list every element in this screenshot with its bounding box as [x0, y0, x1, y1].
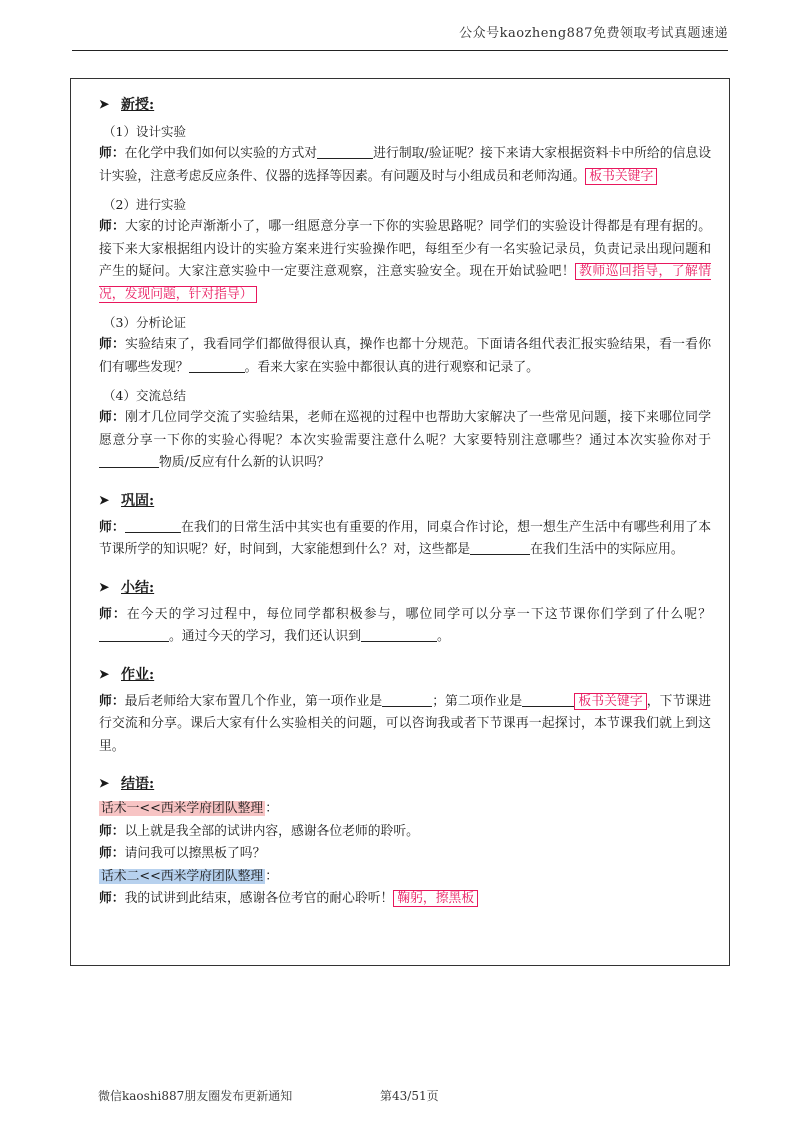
paragraph-text: 在我们生活中的实际应用。: [530, 542, 684, 557]
lesson-content: [99, 89, 711, 911]
fill-blank: [99, 453, 159, 468]
section-title: 结语:: [121, 776, 155, 792]
section-xiaojie-heading: [99, 576, 711, 598]
paragraph-text: 我的试讲到此结束，感谢各位考官的耐心聆听！: [124, 891, 394, 906]
fill-blank: [382, 692, 432, 707]
speaker-label: 师：: [99, 606, 127, 622]
speaker-label: 师：: [99, 846, 125, 861]
teacher-note: 板书关键字: [574, 693, 646, 710]
paragraph-text: 以上就是我全部的试讲内容，感谢各位老师的聆听。: [124, 823, 419, 839]
paragraph-text: 在今天的学习过程中，每位同学都积极参与，哪位同学可以分享一下这节课你们学到了什么呢？: [126, 606, 712, 622]
section-title: 新授:: [121, 97, 155, 113]
footer-notice: 微信kaoshi887朋友圈发布更新通知: [98, 1089, 293, 1103]
section-zuoye-heading: [99, 663, 711, 685]
fill-blank: [99, 627, 169, 642]
paragraph-text: 在我们的日常生活中其实也有重要的作用，同桌合作讨论，想一想生产生活中有哪些利用了本节课所学的知识呢？好，时间到，大家能想到什么？对，这些都是: [99, 519, 712, 557]
speaker-label: 师：: [99, 891, 125, 906]
section-paragraph: [99, 691, 711, 759]
speaker-label: 师：: [99, 410, 126, 425]
closing-line: [99, 843, 711, 866]
section-title: 小结:: [121, 579, 155, 596]
section-paragraph: [99, 517, 711, 562]
paragraph-text: 物质/反应有什么新的认识吗？: [159, 455, 330, 470]
teacher-note: 教师巡回指导，了解情况，发现问题，针对指导）: [99, 264, 712, 302]
fill-blank: [470, 540, 530, 555]
arrow-bullet-icon: ➤: [99, 492, 110, 507]
step-paragraph: [99, 143, 711, 188]
paragraph-text: 请问我可以擦黑板了吗？: [124, 846, 266, 861]
paragraph-text: 实验结束了，我看同学们都做得很认真，操作也都十分规范。下面请各组代表汇报实验结果，看一看你们有哪些发现？: [99, 337, 712, 375]
paragraph-text: ，下节课进行交流和分享。课后大家有什么实验相关的问题，可以咨询我或者下节课再一起探讨，本节课我们就上到这里。: [99, 693, 712, 754]
step-paragraph: [99, 216, 711, 306]
section-paragraph: [99, 604, 711, 649]
arrow-bullet-icon: ➤: [99, 666, 110, 681]
step-title: （3）分析论证: [103, 315, 186, 330]
script-label-two: [99, 866, 711, 889]
section-title: 作业:: [121, 666, 155, 683]
step-title: （4）交流总结: [103, 388, 186, 403]
arrow-bullet-icon: ➤: [99, 97, 110, 111]
header-divider: [72, 50, 728, 51]
paragraph-text: 最后老师给大家布置几个作业，第一项作业是: [124, 693, 383, 709]
speaker-label: 师：: [99, 823, 125, 839]
fill-blank: [189, 358, 245, 373]
paragraph-text: 。看来大家在实验中都很认真的进行观察和记录了。: [244, 359, 539, 375]
step-paragraph: [99, 334, 711, 379]
fill-blank: [317, 144, 373, 159]
step-title: （1）设计实验: [103, 124, 186, 139]
closing-line: [99, 821, 711, 844]
paragraph-text: 在化学中我们如何以实验的方式对: [124, 146, 318, 161]
paragraph-text: ：: [265, 868, 279, 884]
speaker-label: 师：: [99, 693, 125, 709]
speaker-label: 师：: [99, 337, 126, 352]
paragraph-text: 刚才几位同学交流了实验结果，老师在巡视的过程中也帮助大家解决了一些常见问题，接下来哪位同学愿意分享一下你的实验心得呢？本次实验需要注意什么呢？大家要特别注意哪些？通过本次实验你对于: [99, 410, 712, 448]
paragraph-text: 。通过今天的学习，我们还认识到: [169, 629, 361, 644]
fill-blank: [522, 692, 574, 707]
fill-blank: [361, 627, 437, 642]
paragraph-text: ：: [265, 801, 279, 816]
teacher-note: 板书关键字: [585, 168, 657, 185]
page-number: 第43/51页: [380, 1089, 439, 1103]
highlight-script-one: 话术一<<西米学府团队整理: [101, 801, 264, 816]
section-jieyu-heading: [99, 772, 711, 794]
highlight-script-two: 话术二<<西米学府团队整理: [101, 868, 264, 884]
script-label-one: [99, 798, 711, 821]
closing-line: [99, 888, 711, 911]
speaker-label: 师：: [99, 146, 125, 161]
paragraph-text: 大家的讨论声渐渐小了，哪一组愿意分享一下你的实验思路呢？同学们的实验设计得都是有理有据的。接下来大家根据组内设计的实验方案来进行实验操作吧，每组至少有一名实验记录员，负责记录出现问题和产生的疑问。大家注意实验中一定要注意观察，注意实验安全。现在开始试验吧！: [99, 219, 712, 279]
step-title: （2）进行实验: [103, 197, 186, 212]
teacher-note: 鞠躬，擦黑板: [393, 890, 478, 907]
speaker-label: 师：: [99, 519, 125, 535]
arrow-bullet-icon: ➤: [99, 776, 110, 790]
section-xinshou-heading: [99, 93, 711, 115]
lesson-frame: [70, 78, 730, 966]
header-note: 公众号kaozheng887免费领取考试真题速递: [459, 26, 728, 41]
section-title: 巩固:: [121, 492, 155, 509]
section-gonggu-heading: [99, 489, 711, 511]
fill-blank: [125, 518, 181, 533]
speaker-label: 师：: [99, 219, 126, 234]
paragraph-text: ；第二项作业是: [432, 693, 523, 709]
paragraph-text: 进行制取/验证呢？接下来请大家根据资料卡中所给的信息设计实验，注意考虑反应条件、仪器的选择等因素。有问题及时与小组成员和老师沟通。: [99, 146, 712, 184]
arrow-bullet-icon: ➤: [99, 579, 110, 594]
paragraph-text: 。: [436, 629, 450, 644]
step-paragraph: [99, 407, 711, 475]
